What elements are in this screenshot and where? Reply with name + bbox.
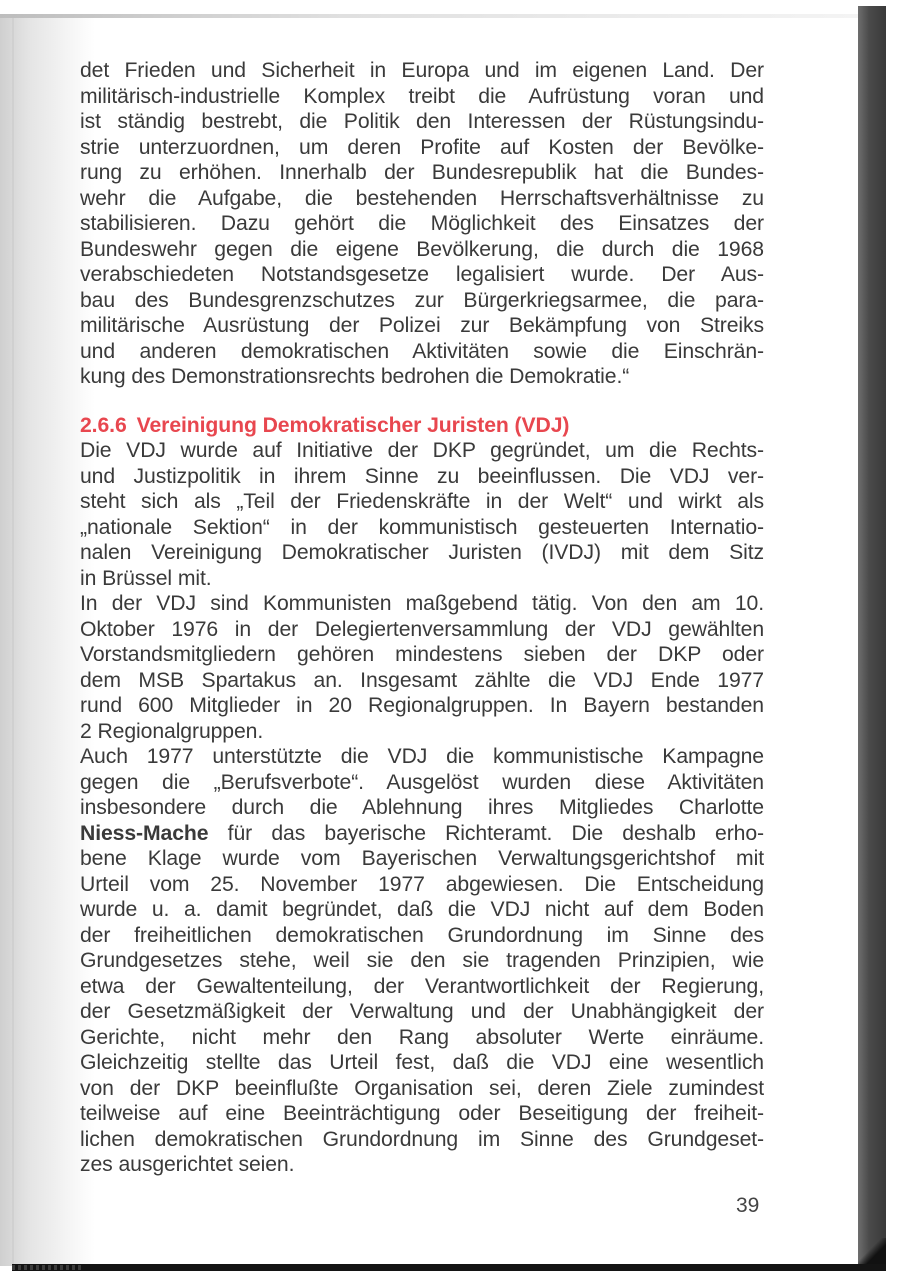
text-line: militärisch-industrielle Komplex treibt die Aufrüstung voran und <box>80 84 764 108</box>
text-line: insbesondere durch die Ablehnung ihres Mitgliedes Charlotte <box>80 796 764 819</box>
text-line: In der VDJ sind Kommunisten maßgebend tätig. Von den am 10. <box>80 592 764 615</box>
text-line: 2 Regionalgruppen. <box>80 719 264 743</box>
text-line: bau des Bundesgrenzschutzes zur Bürgerkriegsarmee, die para- <box>80 288 764 312</box>
text-line: in Brüssel mit. <box>80 566 212 590</box>
text-line: zes ausgerichtet seien. <box>80 1153 295 1176</box>
text-line: gegen die „Berufsverbote“. Ausgelöst wurden diese Aktivitäten <box>80 770 764 794</box>
text-line: nalen Vereinigung Demokratischer Juristen (IVDJ) mit dem Sitz <box>80 541 764 564</box>
text-line: „nationale Sektion“ in der kommunistisch gesteuerten Internatio- <box>80 515 764 539</box>
text-line: Bundeswehr gegen die eigene Bevölkerung, die durch die 1968 <box>80 237 764 261</box>
text-line: kung des Demonstrationsrechts bedrohen die Demokratie.“ <box>80 365 630 388</box>
section-paragraph-1 <box>80 438 764 591</box>
section-title: Vereinigung Demokratischer Juristen <box>136 413 509 437</box>
text-line: Gerichte, nicht mehr den Rang absoluter Werte einräume. <box>80 1025 764 1049</box>
page-body <box>80 58 764 1178</box>
section-spacer <box>80 390 764 413</box>
text-line: Gleichzeitig stellte das Urteil fest, daß die VDJ eine wesentlich <box>80 1051 764 1074</box>
text-line: steht sich als „Teil der Friedenskräfte in der Welt“ und wirkt als <box>80 490 764 513</box>
text-line: und Justizpolitik in ihrem Sinne zu beeinflussen. Die VDJ ver- <box>80 464 764 488</box>
page-number: 39 <box>736 1194 760 1217</box>
text-line: ist ständig bestrebt, die Politik den Interessen der Rüstungsindu- <box>80 110 764 133</box>
text-line: der Gesetzmäßigkeit der Verwaltung und der Unabhängigkeit der <box>80 1000 764 1023</box>
page-top-edge <box>0 14 860 18</box>
text-line: verabschiedeten Notstandsgesetze legalisiert wurde. Der Aus- <box>80 263 764 286</box>
text-line-with-name <box>80 821 764 847</box>
text-line: wurde u. a. damit begründet, daß die VDJ nicht auf dem Boden <box>80 898 764 921</box>
text-line: stabilisieren. Dazu gehört die Möglichkeit des Einsatzes der <box>80 212 764 235</box>
text-line: Die VDJ wurde auf Initiative der DKP gegründet, um die Rechts- <box>80 439 764 462</box>
section-number: 2.6.6 <box>80 413 127 437</box>
person-name: Niess-Mache <box>80 821 209 845</box>
text-line: lichen demokratischen Grundordnung im Sinne des Grundgeset- <box>80 1127 764 1151</box>
section-heading <box>80 413 764 439</box>
page-left-edge <box>12 18 14 1266</box>
text-line: Auch 1977 unterstützte die VDJ die kommunistische Kampagne <box>80 745 764 768</box>
text-line: Vorstandsmitgliedern gehören mindestens sieben der DKP oder <box>80 643 764 666</box>
text-line: militärische Ausrüstung der Polizei zur Bekämpfung von Streiks <box>80 314 764 337</box>
book-spine-edge <box>858 6 886 1268</box>
text-line: Oktober 1976 in der Delegiertenversammlung der VDJ gewählten <box>80 617 764 641</box>
text-line: der freiheitlichen demokratischen Grundordnung im Sinne des <box>80 923 764 947</box>
text-line: und anderen demokratischen Aktivitäten sowie die Einschrän- <box>80 339 764 363</box>
text-line: von der DKP beeinflußte Organisation sei, deren Ziele zumindest <box>80 1076 764 1100</box>
section-paragraph-2 <box>80 591 764 744</box>
text-line: rung zu erhöhen. Innerhalb der Bundesrepublik hat die Bundes- <box>80 161 764 184</box>
text-line: teilweise auf eine Beeinträchtigung oder Beseitigung der freiheit- <box>80 1102 764 1125</box>
text-line: bene Klage wurde vom Bayerischen Verwaltungsgerichtshof mit <box>80 847 764 870</box>
section-paragraph-3 <box>80 744 764 1178</box>
text-line: Grundgesetzes stehe, weil sie den sie tragenden Prinzipien, wie <box>80 949 764 972</box>
text-line: wehr die Aufgabe, die bestehenden Herrschaftsverhältnisse zu <box>80 186 764 210</box>
intro-paragraph <box>80 58 764 390</box>
text-line: strie unterzuordnen, um deren Profite auf Kosten der Bevölke- <box>80 135 764 159</box>
page-bottom-edge <box>12 1264 886 1271</box>
section-abbreviation: (VDJ) <box>514 413 570 437</box>
text-line: rund 600 Mitglieder in 20 Regionalgruppen. In Bayern bestanden <box>80 694 764 717</box>
text-line: Urteil vom 25. November 1977 abgewiesen. Die Entscheidung <box>80 872 764 896</box>
text-fragment: für das bayerische Richteramt. Die deshalb erho- <box>208 821 764 845</box>
text-line: dem MSB Spartakus an. Insgesamt zählte die VDJ Ende 1977 <box>80 668 764 692</box>
text-line: det Frieden und Sicherheit in Europa und im eigenen Land. Der <box>80 59 764 82</box>
text-line: etwa der Gewaltenteilung, der Verantwortlichkeit der Regierung, <box>80 974 764 998</box>
